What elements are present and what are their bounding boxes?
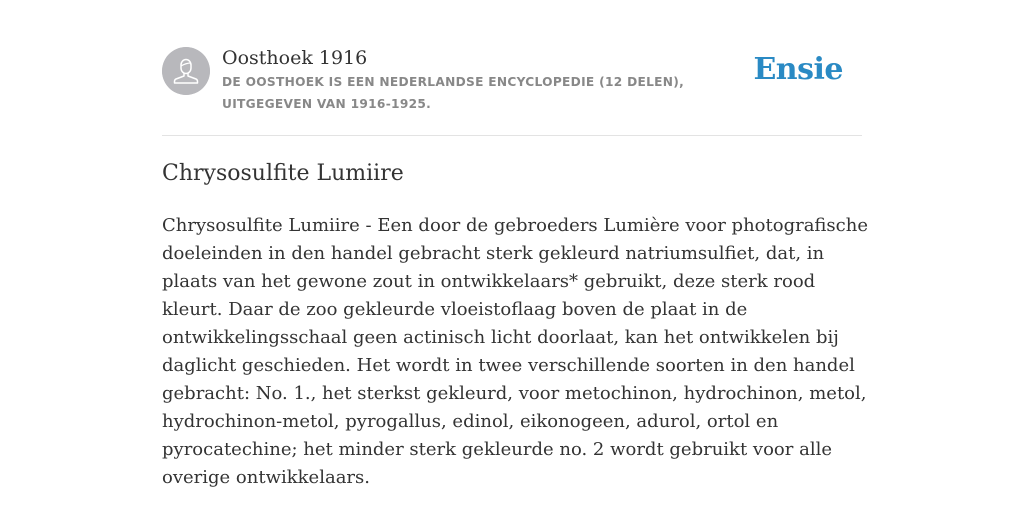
ensie-logo[interactable]: Ensie: [753, 52, 843, 87]
user-avatar-icon: [162, 47, 210, 95]
source-header: [162, 44, 862, 114]
article-title: Chrysosulfite Lumiire: [162, 161, 404, 186]
source-description: DE OOSTHOEK IS EEN NEDERLANDSE ENCYCLOPEDIE (12 DELEN), UITGEGEVEN VAN 1916-1925.: [222, 75, 685, 111]
source-name[interactable]: Oosthoek 1916: [222, 47, 368, 69]
header-divider: [162, 135, 862, 136]
article-body: Chrysosulfite Lumiire - Een door de gebroeders Lumière voor photografische doeleinden in den handel gebracht sterk gekleurd natriumsulfiet, dat, in plaats van het gewone zout in ontwikkelaars* gebruikt, deze sterk rood kleurt. Daar de zoo gekleurde vloeistoflaag boven de plaat in de ontwikkelingsschaal geen actinisch licht doorlaat, kan het ontwikkelen bij daglicht geschieden. Het wordt in twee verschillende soorten in den handel gebracht: No. 1., het sterkst gekleurd, voor metochinon, hydrochinon, metol, hydrochinon-metol, pyrogallus, edinol, eikonogeen, adurol, ortol en pyrocatechine; het minder sterk gekleurde no. 2 wordt gebruikt voor alle overige ontwikkelaars.: [162, 215, 868, 488]
